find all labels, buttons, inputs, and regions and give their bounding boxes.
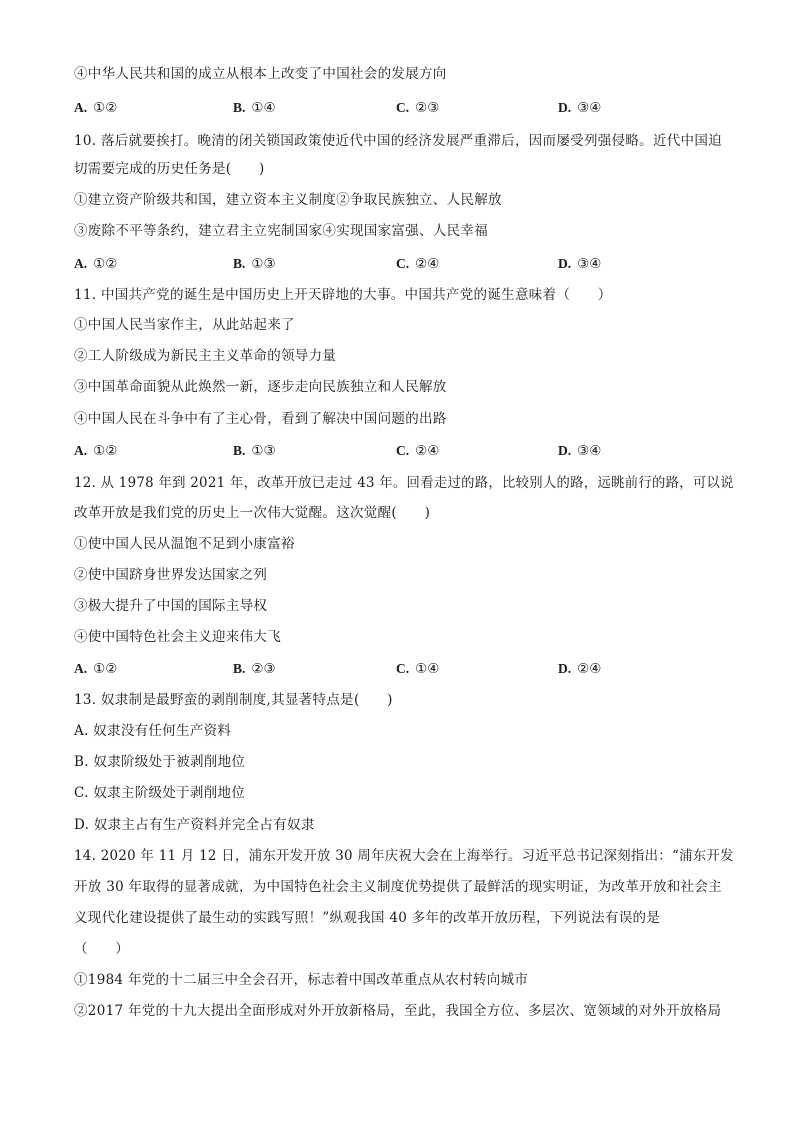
q10-option-d[interactable]: D. ③④ [558,256,602,272]
q12-statement-4: ④使中国特色社会主义迎来伟大飞 [74,629,281,645]
q11-options [74,441,734,461]
q10-stem-line-1: 10. 落后就要挨打。晚清的闭关锁国政策使近代中国的经济发展严重滞后，因而屡受列强侵略。近代中国迫 [74,133,722,149]
q12-statement-3: ③极大提升了中国的国际主导权 [74,598,268,614]
q14-stem-line-4: （ ） [74,941,130,957]
q12-option-d[interactable]: D. ②④ [558,661,602,677]
q12-statement-2: ②使中国跻身世界发达国家之列 [74,567,268,583]
q14-statement-2: ②2017 年党的十九大提出全面形成对外开放新格局，至此，我国全方位、多层次、宽领域的对外开放格局 [74,1003,722,1019]
q10-option-a[interactable]: A. ①② [74,256,118,272]
q12-option-a[interactable]: A. ①② [74,661,118,677]
q9-option-b[interactable]: B. ①④ [233,100,276,116]
q10-statement-1: ①建立资产阶级共和国，建立资本主义制度②争取民族独立、人民解放 [74,192,502,208]
q13-option-c[interactable]: C. 奴隶主阶级处于剥削地位 [74,785,246,801]
q14-stem-line-2: 开放 30 年取得的显著成就，为中国特色社会主义制度优势提供了最鲜活的现实明证，为改革开放和社会主 [74,879,722,895]
q12-options [74,659,734,679]
q11-option-a[interactable]: A. ①② [74,443,118,459]
q10-statement-2: ③废除不平等条约，建立君主立宪制国家④实现国家富强、人民幸福 [74,223,488,239]
q11-statement-4: ④中国人民在斗争中有了主心骨，看到了解决中国问题的出路 [74,411,447,427]
q9-option-a[interactable]: A. ①② [74,100,118,116]
q12-statement-1: ①使中国人民从温饱不足到小康富裕 [74,536,295,552]
q9-options [74,98,734,118]
q11-statement-2: ②工人阶级成为新民主主义革命的领导力量 [74,348,337,364]
q11-option-b[interactable]: B. ①③ [233,443,276,459]
q13-option-b[interactable]: B. 奴隶阶级处于被剥削地位 [74,754,246,770]
q11-statement-3: ③中国革命面貌从此焕然一新，逐步走向民族独立和人民解放 [74,379,447,395]
q9-statement-4: ④中华人民共和国的成立从根本上改变了中国社会的发展方向 [74,66,447,82]
q10-option-b[interactable]: B. ①③ [233,256,276,272]
q13-option-a[interactable]: A. 奴隶没有任何生产资料 [74,723,232,739]
q12-stem-line-1: 12. 从 1978 年到 2021 年，改革开放已走过 43 年。回看走过的路，比较别人的路，远眺前行的路，可以说 [74,475,734,491]
q14-stem-line-1: 14. 2020 年 11 月 12 日，浦东开发开放 30 周年庆祝大会在上海举行。习近平总书记深刻指出：“浦东开发 [74,848,734,864]
q13-stem-line-1: 13. 奴隶制是最野蛮的剥削制度,其显著特点是( ) [74,692,393,708]
q9-option-c[interactable]: C. ②③ [396,100,440,116]
q10-options [74,254,734,274]
q12-stem-line-2: 改革开放是我们党的历史上一次伟大觉醒。这次觉醒( ) [74,505,431,521]
q12-option-c[interactable]: C. ①④ [396,661,440,677]
q11-option-c[interactable]: C. ②④ [396,443,440,459]
q13-option-d[interactable]: D. 奴隶主占有生产资料并完全占有奴隶 [74,817,315,833]
q9-option-d[interactable]: D. ③④ [558,100,602,116]
q10-option-c[interactable]: C. ②④ [396,256,440,272]
q10-stem-line-2: 切需要完成的历史任务是( ) [74,161,265,177]
q14-stem-line-3: 义现代化建设提供了最生动的实践写照！”纵观我国 40 多年的改革开放历程，下列说法有误的是 [74,910,661,926]
q11-option-d[interactable]: D. ③④ [558,443,602,459]
q11-statement-1: ①中国人民当家作主，从此站起来了 [74,317,295,333]
q12-option-b[interactable]: B. ②③ [233,661,276,677]
q14-statement-1: ①1984 年党的十二届三中全会召开，标志着中国改革重点从农村转向城市 [74,972,529,988]
q11-stem-line-1: 11. 中国共产党的诞生是中国历史上开天辟地的大事。中国共产党的诞生意味着（ ） [74,287,612,303]
